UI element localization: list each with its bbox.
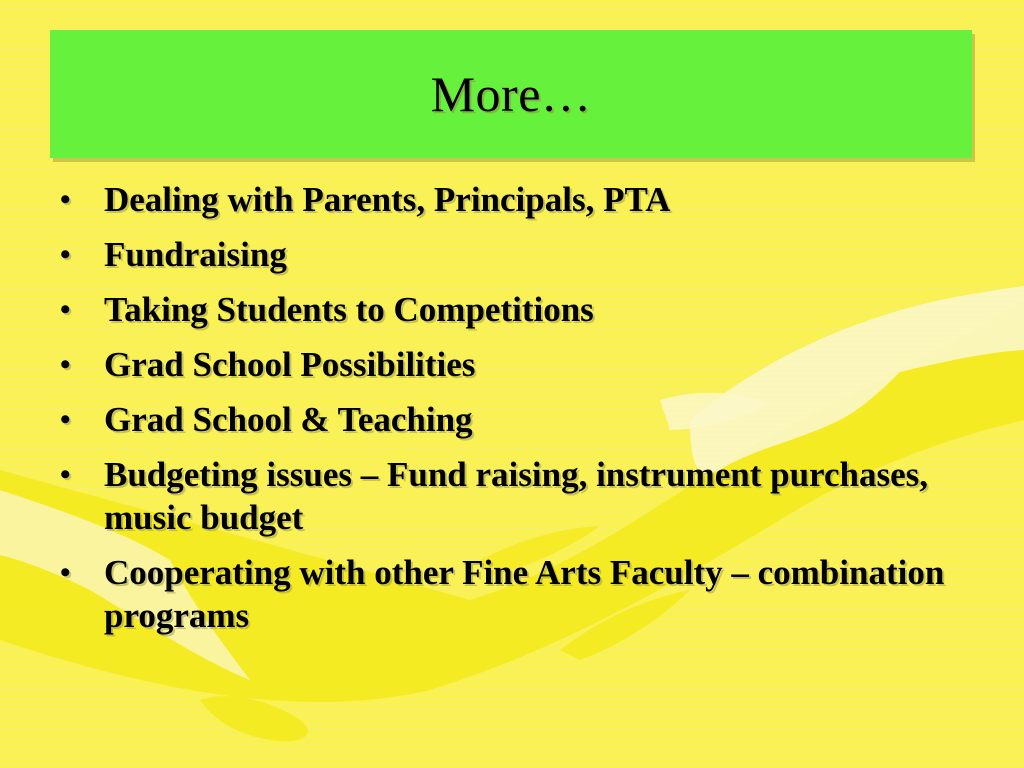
bullet-item	[58, 398, 978, 441]
bullet-icon: •	[60, 348, 71, 381]
bullet-text: Taking Students to Competitions	[104, 290, 594, 329]
bullet-item	[58, 233, 978, 276]
bullet-item	[58, 343, 978, 386]
bullet-item	[58, 178, 978, 221]
bullet-icon: •	[60, 403, 71, 436]
bullet-icon: •	[60, 556, 71, 589]
bullet-icon: •	[60, 183, 71, 216]
bullet-text: Dealing with Parents, Principals, PTA	[104, 180, 671, 219]
bullet-text: Fundraising	[104, 235, 287, 274]
bullet-icon: •	[60, 458, 71, 491]
bullet-text: Cooperating with other Fine Arts Faculty – combination programs	[104, 553, 945, 635]
bullet-text: Budgeting issues – Fund raising, instrument purchases, music budget	[104, 455, 928, 537]
title-bar	[50, 30, 972, 158]
bullet-text: Grad School & Teaching	[104, 400, 473, 439]
bullet-icon: •	[60, 238, 71, 271]
bullet-text: Grad School Possibilities	[104, 345, 476, 384]
slide-title: More…	[430, 66, 592, 122]
bullet-item	[58, 288, 978, 331]
bullet-item	[58, 551, 978, 637]
bullet-item	[58, 453, 978, 539]
bullet-icon: •	[60, 293, 71, 326]
bullet-list	[58, 178, 978, 649]
